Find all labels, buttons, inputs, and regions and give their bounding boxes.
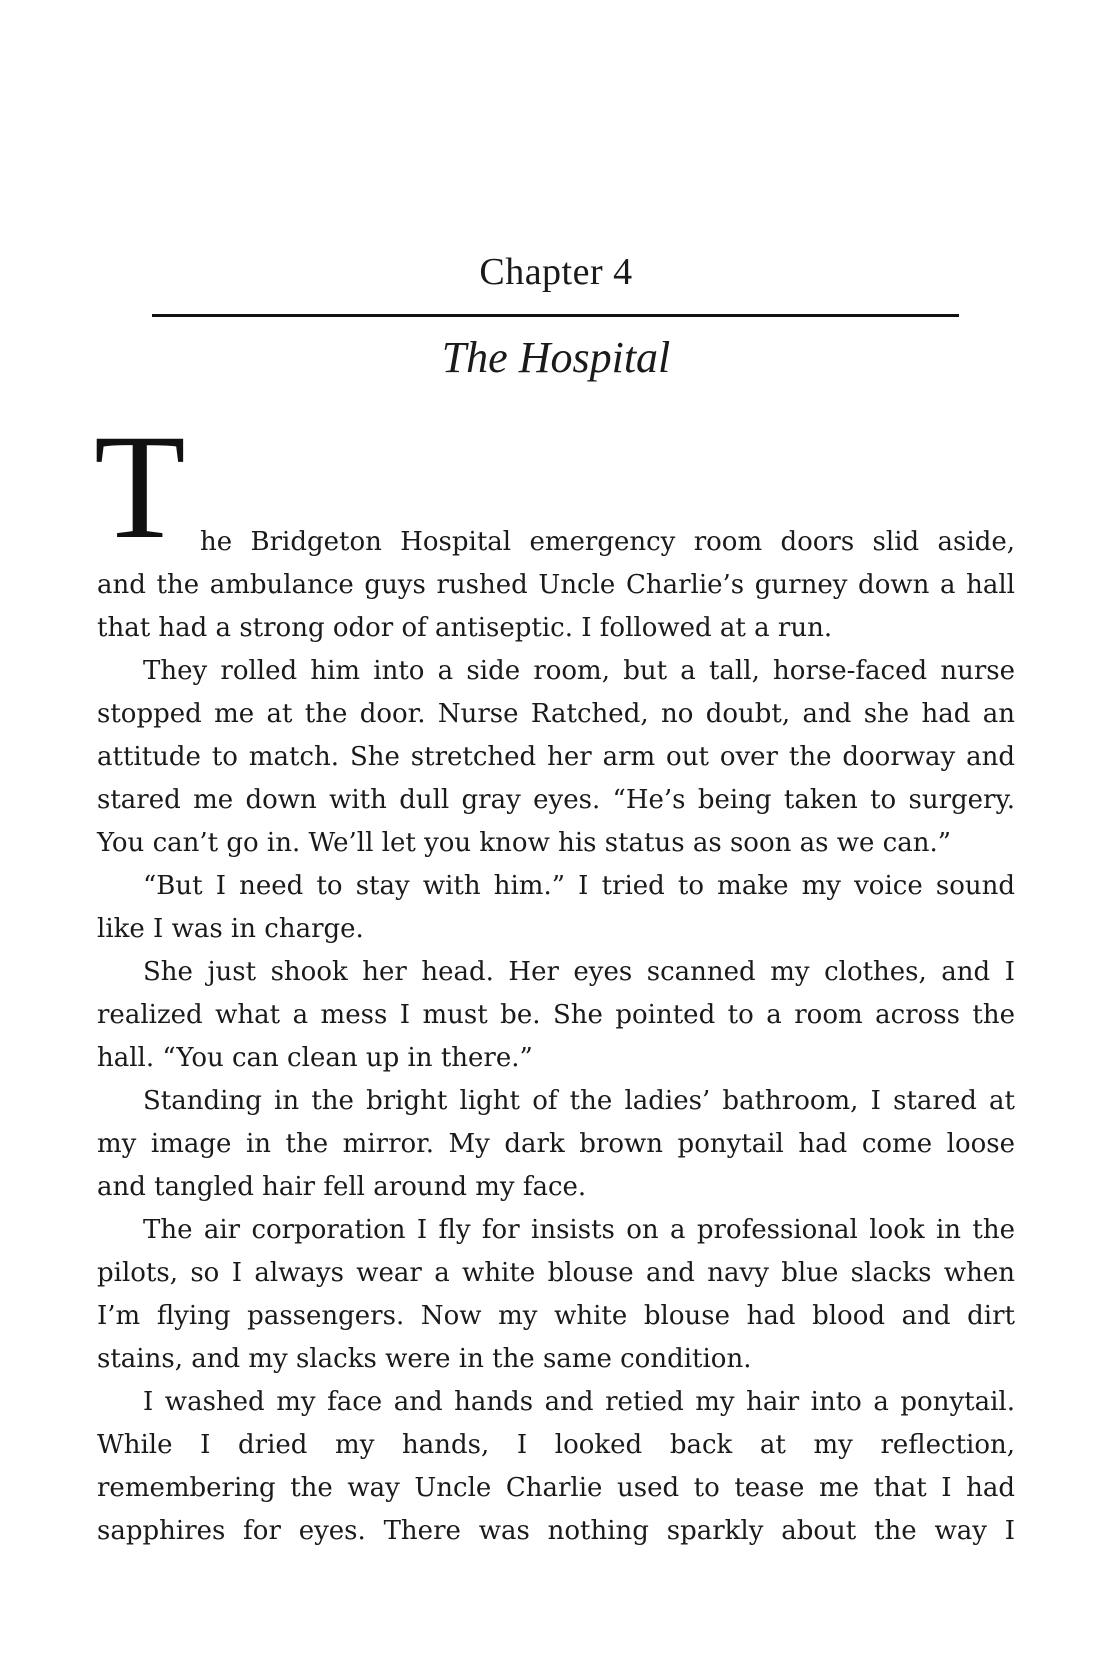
chapter-divider — [152, 314, 959, 317]
text-line: realized what a mess I must be. She pointed to a room across the — [97, 1000, 1015, 1030]
text-line: While I dried my hands, I looked back at my reflection, — [97, 1430, 1015, 1460]
text-line: stopped me at the door. Nurse Ratched, no doubt, and she had an — [97, 699, 1015, 729]
text-line: I washed my face and hands and retied my hair into a ponytail. — [143, 1387, 1015, 1417]
text-line: attitude to match. She stretched her arm out over the doorway and — [97, 742, 1015, 772]
text-line: like I was in charge. — [97, 914, 364, 944]
text-line: sapphires for eyes. There was nothing sparkly about the way I — [97, 1516, 1015, 1546]
text-line: I’m flying passengers. Now my white blouse had blood and dirt — [97, 1301, 1015, 1331]
text-line: hall. “You can clean up in there.” — [97, 1043, 533, 1073]
text-line: The air corporation I fly for insists on a professional look in the — [143, 1215, 1015, 1245]
text-line: remembering the way Uncle Charlie used to tease me that I had — [97, 1473, 1015, 1503]
text-line: They rolled him into a side room, but a tall, horse-faced nurse — [143, 656, 1015, 686]
body-text — [97, 564, 1015, 1553]
drop-cap: T — [94, 404, 186, 570]
text-line: and tangled hair fell around my face. — [97, 1172, 587, 1202]
first-line: he Bridgeton Hospital emergency room doors slid aside, — [200, 527, 1015, 557]
text-line: stared me down with dull gray eyes. “He’s being taken to surgery. — [97, 785, 1015, 815]
text-line: my image in the mirror. My dark brown ponytail had come loose — [97, 1129, 1015, 1159]
text-line: You can’t go in. We’ll let you know his status as soon as we can.” — [97, 828, 952, 858]
text-line: that had a strong odor of antiseptic. I followed at a run. — [97, 613, 833, 643]
text-line: stains, and my slacks were in the same condition. — [97, 1344, 752, 1374]
text-line: She just shook her head. Her eyes scanned my clothes, and I — [143, 957, 1015, 987]
chapter-title: The Hospital — [441, 333, 671, 382]
text-line: and the ambulance guys rushed Uncle Charlie’s gurney down a hall — [97, 570, 1015, 600]
chapter-number: Chapter 4 — [479, 251, 633, 293]
text-line: Standing in the bright light of the ladies’ bathroom, I stared at — [143, 1086, 1015, 1116]
text-line: “But I need to stay with him.” I tried to make my voice sound — [143, 871, 1015, 901]
text-line: pilots, so I always wear a white blouse and navy blue slacks when — [97, 1258, 1015, 1288]
